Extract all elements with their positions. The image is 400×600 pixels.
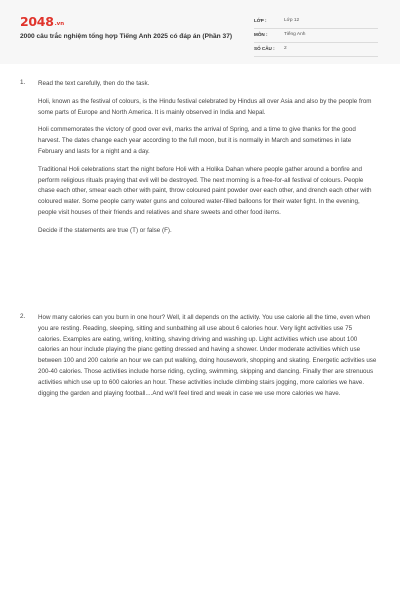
meta-row-count	[254, 43, 378, 57]
question-paragraph: Holi commemorates the victory of good over evil, marks the arrival of Spring, and a time to give thanks for the good harvest. The dates change each year according to the full moon, but it is normally in March and sometimes in late February and lasts for a night and a day.	[38, 126, 356, 155]
meta-row-class	[254, 15, 378, 29]
question-paragraph: How many calories can you burn in one hour? Well, it all depends on the activity. You use calorie all the time, even when you are resting. Reading, sleeping, sitting and sunbathing all use about 6 calories hour. Very light activities use 75 calories. Examples are eating, writing, knitting, shaving driving and washing up. Light activities which use about 100 calories an hour include playing the pianc getting dressed and having a shower. Under moderate activities which use between 100 and 200 calorie an hour we can put walking, doing housework, shopping and skating. Energetic activities use 200-40 calories. Those activities include horse riding, cycling, swimming, skipping and dancing. Finally ther are strenuous activities which use up to 600 calories an hour. These activities include climbing stairs jogging, more calories we have. digging the garden and playing football....And we'll feel tired and weak in case we use more calories we have.	[38, 314, 377, 397]
logo-main: 2048	[20, 14, 54, 29]
meta-value: Tiếng Anh	[284, 32, 306, 37]
meta-value: 2	[284, 46, 287, 51]
meta-row-subject	[254, 29, 378, 43]
document-title: 2000 câu trắc nghiệm tổng hợp Tiếng Anh 2025 có đáp án (Phần 37)	[20, 33, 233, 40]
document-header	[0, 0, 400, 64]
question-body	[38, 79, 377, 244]
site-logo[interactable]	[20, 14, 64, 29]
question-paragraph: Traditional Holi celebrations start the night before Holi with a Holika Dahan where people gather around a bonfire and perform religious rituals praying that evil will be destroyed. The next morning is a free-for-all festival of colours. People chase each other, smear each other with paint, throw coloured paint powder over each other, and drench each other with coloured water. Some people carry water guns and coloured water-filled balloons for their water fight. In the evening, people visit houses of their friends and relatives and share sweets and other food items.	[38, 165, 372, 216]
meta-key: MÔN :	[254, 32, 268, 37]
question-number: 2.	[20, 313, 26, 320]
question-number: 1.	[20, 79, 26, 86]
question-paragraph: Decide if the statements are true (T) or false (F).	[38, 226, 172, 234]
question-paragraph: Read the text carefully, then do the task.	[38, 80, 150, 87]
meta-key: LỚP :	[254, 18, 267, 23]
question-paragraph: Holi, known as the festival of colours, is the Hindu festival celebrated by Hindus all over Asia and also by the people from some parts of Europe and North America. It is mainly observed in India and Nepal.	[38, 97, 372, 116]
meta-value: Lớp 12	[284, 18, 300, 23]
question-body	[38, 313, 377, 406]
meta-key: SỐ CÂU :	[254, 46, 275, 51]
logo-suffix: .vn	[54, 21, 65, 27]
